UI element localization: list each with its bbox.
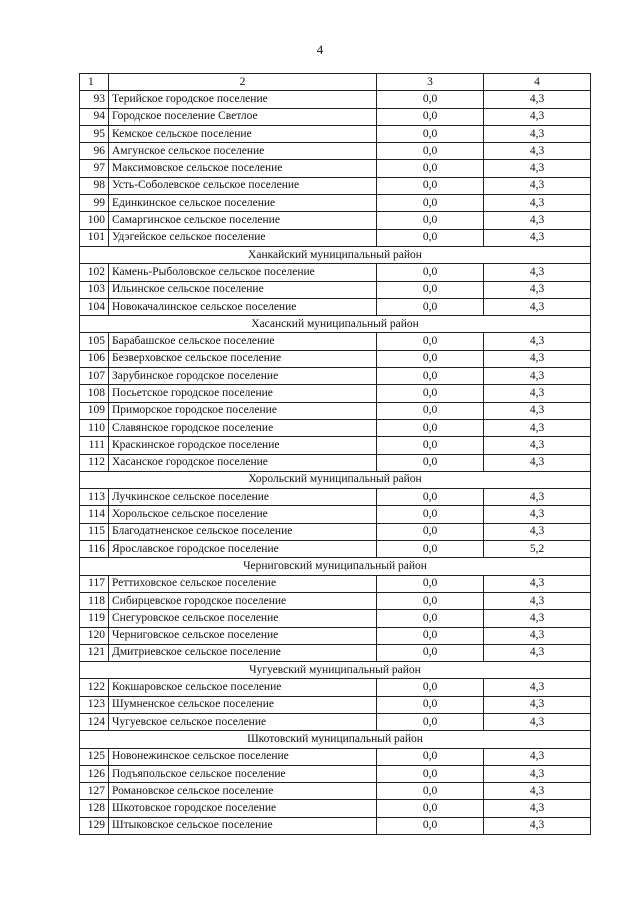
value-col-3: 0,0 bbox=[377, 713, 484, 730]
value-col-4: 4,3 bbox=[484, 177, 591, 194]
row-number: 128 bbox=[80, 800, 109, 817]
table-row bbox=[80, 333, 591, 350]
district-name: Черниговский муниципальный район bbox=[80, 558, 591, 575]
row-number: 126 bbox=[80, 765, 109, 782]
value-col-4: 4,3 bbox=[484, 108, 591, 125]
value-col-3: 0,0 bbox=[377, 385, 484, 402]
district-name: Шкотовский муниципальный район bbox=[80, 731, 591, 748]
settlement-name: Ильинское сельское поселение bbox=[109, 281, 377, 298]
row-number: 105 bbox=[80, 333, 109, 350]
value-col-4: 4,3 bbox=[484, 264, 591, 281]
value-col-4: 4,3 bbox=[484, 765, 591, 782]
settlement-name: Краскинское городское поселение bbox=[109, 437, 377, 454]
settlements-table bbox=[79, 73, 591, 835]
row-number: 112 bbox=[80, 454, 109, 471]
value-col-4: 4,3 bbox=[484, 281, 591, 298]
value-col-4: 4,3 bbox=[484, 229, 591, 246]
table-row bbox=[80, 679, 591, 696]
table-row bbox=[80, 454, 591, 471]
district-name: Чугуевский муниципальный район bbox=[80, 662, 591, 679]
value-col-3: 0,0 bbox=[377, 177, 484, 194]
row-number: 116 bbox=[80, 541, 109, 558]
value-col-4: 4,3 bbox=[484, 592, 591, 609]
value-col-4: 4,3 bbox=[484, 160, 591, 177]
settlement-name: Лучкинское сельское поселение bbox=[109, 489, 377, 506]
settlement-name: Усть-Соболевское сельское поселение bbox=[109, 177, 377, 194]
value-col-3: 0,0 bbox=[377, 160, 484, 177]
value-col-3: 0,0 bbox=[377, 644, 484, 661]
value-col-4: 4,3 bbox=[484, 610, 591, 627]
table-row bbox=[80, 644, 591, 661]
settlement-name: Шумненское сельское поселение bbox=[109, 696, 377, 713]
value-col-3: 0,0 bbox=[377, 506, 484, 523]
value-col-4: 4,3 bbox=[484, 489, 591, 506]
value-col-3: 0,0 bbox=[377, 575, 484, 592]
row-number: 113 bbox=[80, 489, 109, 506]
row-number: 102 bbox=[80, 264, 109, 281]
district-name: Хасанский муниципальный район bbox=[80, 316, 591, 333]
value-col-4: 4,3 bbox=[484, 679, 591, 696]
settlement-name: Подъяпольское сельское поселение bbox=[109, 765, 377, 782]
table-row bbox=[80, 506, 591, 523]
header-cell-2: 2 bbox=[109, 74, 377, 91]
table-row bbox=[80, 817, 591, 834]
row-number: 94 bbox=[80, 108, 109, 125]
value-col-3: 0,0 bbox=[377, 229, 484, 246]
row-number: 114 bbox=[80, 506, 109, 523]
value-col-3: 0,0 bbox=[377, 195, 484, 212]
row-number: 97 bbox=[80, 160, 109, 177]
settlement-name: Кокшаровское сельское поселение bbox=[109, 679, 377, 696]
row-number: 117 bbox=[80, 575, 109, 592]
value-col-3: 0,0 bbox=[377, 419, 484, 436]
table-row bbox=[80, 489, 591, 506]
table-row bbox=[80, 350, 591, 367]
value-col-3: 0,0 bbox=[377, 592, 484, 609]
value-col-3: 0,0 bbox=[377, 143, 484, 160]
header-cell-4: 4 bbox=[484, 74, 591, 91]
header-cell-3: 3 bbox=[377, 74, 484, 91]
value-col-4: 4,3 bbox=[484, 523, 591, 540]
value-col-4: 4,3 bbox=[484, 800, 591, 817]
value-col-3: 0,0 bbox=[377, 610, 484, 627]
table-row bbox=[80, 177, 591, 194]
value-col-3: 0,0 bbox=[377, 679, 484, 696]
row-number: 120 bbox=[80, 627, 109, 644]
settlement-name: Новокачалинское сельское поселение bbox=[109, 298, 377, 315]
settlement-name: Безверховское сельское поселение bbox=[109, 350, 377, 367]
settlement-name: Штыковское сельское поселение bbox=[109, 817, 377, 834]
settlement-name: Удэгейское сельское поселение bbox=[109, 229, 377, 246]
table-row bbox=[80, 627, 591, 644]
table-row bbox=[80, 281, 591, 298]
value-col-4: 4,3 bbox=[484, 627, 591, 644]
value-col-4: 4,3 bbox=[484, 783, 591, 800]
settlement-name: Чугуевское сельское поселение bbox=[109, 713, 377, 730]
value-col-3: 0,0 bbox=[377, 454, 484, 471]
header-cell-1: 1 bbox=[80, 74, 109, 91]
value-col-3: 0,0 bbox=[377, 350, 484, 367]
table-row bbox=[80, 298, 591, 315]
value-col-4: 4,3 bbox=[484, 298, 591, 315]
value-col-4: 4,3 bbox=[484, 748, 591, 765]
row-number: 107 bbox=[80, 368, 109, 385]
settlement-name: Максимовское сельское поселение bbox=[109, 160, 377, 177]
value-col-3: 0,0 bbox=[377, 368, 484, 385]
row-number: 123 bbox=[80, 696, 109, 713]
value-col-3: 0,0 bbox=[377, 523, 484, 540]
row-number: 122 bbox=[80, 679, 109, 696]
row-number: 106 bbox=[80, 350, 109, 367]
value-col-4: 4,3 bbox=[484, 506, 591, 523]
settlement-name: Шкотовское городское поселение bbox=[109, 800, 377, 817]
settlement-name: Дмитриевское сельское поселение bbox=[109, 644, 377, 661]
table-row bbox=[80, 108, 591, 125]
row-number: 95 bbox=[80, 125, 109, 142]
value-col-3: 0,0 bbox=[377, 783, 484, 800]
value-col-3: 0,0 bbox=[377, 817, 484, 834]
settlement-name: Городское поселение Светлое bbox=[109, 108, 377, 125]
settlement-name: Ярославское городское поселение bbox=[109, 541, 377, 558]
row-number: 100 bbox=[80, 212, 109, 229]
value-col-4: 4,3 bbox=[484, 333, 591, 350]
value-col-3: 0,0 bbox=[377, 437, 484, 454]
table-header-row bbox=[80, 74, 591, 91]
settlement-name: Зарубинское городское поселение bbox=[109, 368, 377, 385]
row-number: 108 bbox=[80, 385, 109, 402]
value-col-4: 4,3 bbox=[484, 91, 591, 108]
settlement-name: Приморское городское поселение bbox=[109, 402, 377, 419]
district-name: Ханкайский муниципальный район bbox=[80, 246, 591, 263]
value-col-3: 0,0 bbox=[377, 489, 484, 506]
value-col-3: 0,0 bbox=[377, 402, 484, 419]
value-col-3: 0,0 bbox=[377, 748, 484, 765]
row-number: 115 bbox=[80, 523, 109, 540]
table-row bbox=[80, 195, 591, 212]
settlement-name: Реттиховское сельское поселение bbox=[109, 575, 377, 592]
value-col-4: 4,3 bbox=[484, 212, 591, 229]
row-number: 96 bbox=[80, 143, 109, 160]
settlement-name: Черниговское сельское поселение bbox=[109, 627, 377, 644]
table-row bbox=[80, 800, 591, 817]
district-header-row bbox=[80, 558, 591, 575]
row-number: 103 bbox=[80, 281, 109, 298]
district-header-row bbox=[80, 316, 591, 333]
district-header-row bbox=[80, 662, 591, 679]
value-col-4: 4,3 bbox=[484, 350, 591, 367]
settlement-name: Барабашское сельское поселение bbox=[109, 333, 377, 350]
row-number: 127 bbox=[80, 783, 109, 800]
value-col-3: 0,0 bbox=[377, 333, 484, 350]
value-col-3: 0,0 bbox=[377, 298, 484, 315]
table-row bbox=[80, 160, 591, 177]
district-header-row bbox=[80, 731, 591, 748]
value-col-3: 0,0 bbox=[377, 91, 484, 108]
row-number: 109 bbox=[80, 402, 109, 419]
table-row bbox=[80, 523, 591, 540]
settlement-name: Камень-Рыболовское сельское поселение bbox=[109, 264, 377, 281]
settlement-name: Кемское сельское поселение bbox=[109, 125, 377, 142]
row-number: 121 bbox=[80, 644, 109, 661]
table-row bbox=[80, 143, 591, 160]
value-col-4: 4,3 bbox=[484, 713, 591, 730]
value-col-4: 4,3 bbox=[484, 437, 591, 454]
value-col-4: 4,3 bbox=[484, 195, 591, 212]
settlement-name: Самаргинское сельское поселение bbox=[109, 212, 377, 229]
value-col-3: 0,0 bbox=[377, 264, 484, 281]
table-row bbox=[80, 402, 591, 419]
page-number: 4 bbox=[316, 42, 324, 57]
value-col-3: 0,0 bbox=[377, 800, 484, 817]
district-header-row bbox=[80, 471, 591, 488]
table-row bbox=[80, 765, 591, 782]
value-col-4: 4,3 bbox=[484, 644, 591, 661]
table-row bbox=[80, 575, 591, 592]
value-col-3: 0,0 bbox=[377, 212, 484, 229]
row-number: 125 bbox=[80, 748, 109, 765]
table-row bbox=[80, 419, 591, 436]
row-number: 111 bbox=[80, 437, 109, 454]
table-row bbox=[80, 610, 591, 627]
row-number: 110 bbox=[80, 419, 109, 436]
value-col-4: 5,2 bbox=[484, 541, 591, 558]
settlement-name: Посьетское городское поселение bbox=[109, 385, 377, 402]
value-col-4: 4,3 bbox=[484, 143, 591, 160]
district-header-row bbox=[80, 246, 591, 263]
settlement-name: Единкинское сельское поселение bbox=[109, 195, 377, 212]
value-col-3: 0,0 bbox=[377, 108, 484, 125]
value-col-4: 4,3 bbox=[484, 817, 591, 834]
row-number: 101 bbox=[80, 229, 109, 246]
value-col-4: 4,3 bbox=[484, 125, 591, 142]
row-number: 118 bbox=[80, 592, 109, 609]
row-number: 99 bbox=[80, 195, 109, 212]
settlement-name: Терийское городское поселение bbox=[109, 91, 377, 108]
value-col-4: 4,3 bbox=[484, 575, 591, 592]
row-number: 98 bbox=[80, 177, 109, 194]
value-col-4: 4,3 bbox=[484, 368, 591, 385]
value-col-3: 0,0 bbox=[377, 765, 484, 782]
value-col-3: 0,0 bbox=[377, 125, 484, 142]
value-col-4: 4,3 bbox=[484, 402, 591, 419]
table-row bbox=[80, 125, 591, 142]
table-row bbox=[80, 264, 591, 281]
value-col-4: 4,3 bbox=[484, 696, 591, 713]
settlement-name: Хасанское городское поселение bbox=[109, 454, 377, 471]
row-number: 124 bbox=[80, 713, 109, 730]
settlement-name: Хорольское сельское поселение bbox=[109, 506, 377, 523]
table-row bbox=[80, 713, 591, 730]
settlement-name: Славянское городское поселение bbox=[109, 419, 377, 436]
value-col-3: 0,0 bbox=[377, 627, 484, 644]
settlement-name: Снегуровское сельское поселение bbox=[109, 610, 377, 627]
table-row bbox=[80, 592, 591, 609]
value-col-3: 0,0 bbox=[377, 281, 484, 298]
table-row bbox=[80, 91, 591, 108]
table-row bbox=[80, 368, 591, 385]
settlement-name: Романовское сельское поселение bbox=[109, 783, 377, 800]
district-name: Хорольский муниципальный район bbox=[80, 471, 591, 488]
settlement-name: Сибирцевское городское поселение bbox=[109, 592, 377, 609]
settlement-name: Новонежинское сельское поселение bbox=[109, 748, 377, 765]
table-body bbox=[80, 74, 591, 835]
value-col-3: 0,0 bbox=[377, 696, 484, 713]
value-col-4: 4,3 bbox=[484, 419, 591, 436]
table-row bbox=[80, 748, 591, 765]
table-row bbox=[80, 437, 591, 454]
table-row bbox=[80, 229, 591, 246]
table-row bbox=[80, 783, 591, 800]
row-number: 129 bbox=[80, 817, 109, 834]
table-row bbox=[80, 541, 591, 558]
table-row bbox=[80, 212, 591, 229]
row-number: 93 bbox=[80, 91, 109, 108]
settlement-name: Благодатненское сельское поселение bbox=[109, 523, 377, 540]
value-col-4: 4,3 bbox=[484, 385, 591, 402]
row-number: 119 bbox=[80, 610, 109, 627]
value-col-3: 0,0 bbox=[377, 541, 484, 558]
row-number: 104 bbox=[80, 298, 109, 315]
settlement-name: Амгунское сельское поселение bbox=[109, 143, 377, 160]
table-row bbox=[80, 385, 591, 402]
table-row bbox=[80, 696, 591, 713]
value-col-4: 4,3 bbox=[484, 454, 591, 471]
